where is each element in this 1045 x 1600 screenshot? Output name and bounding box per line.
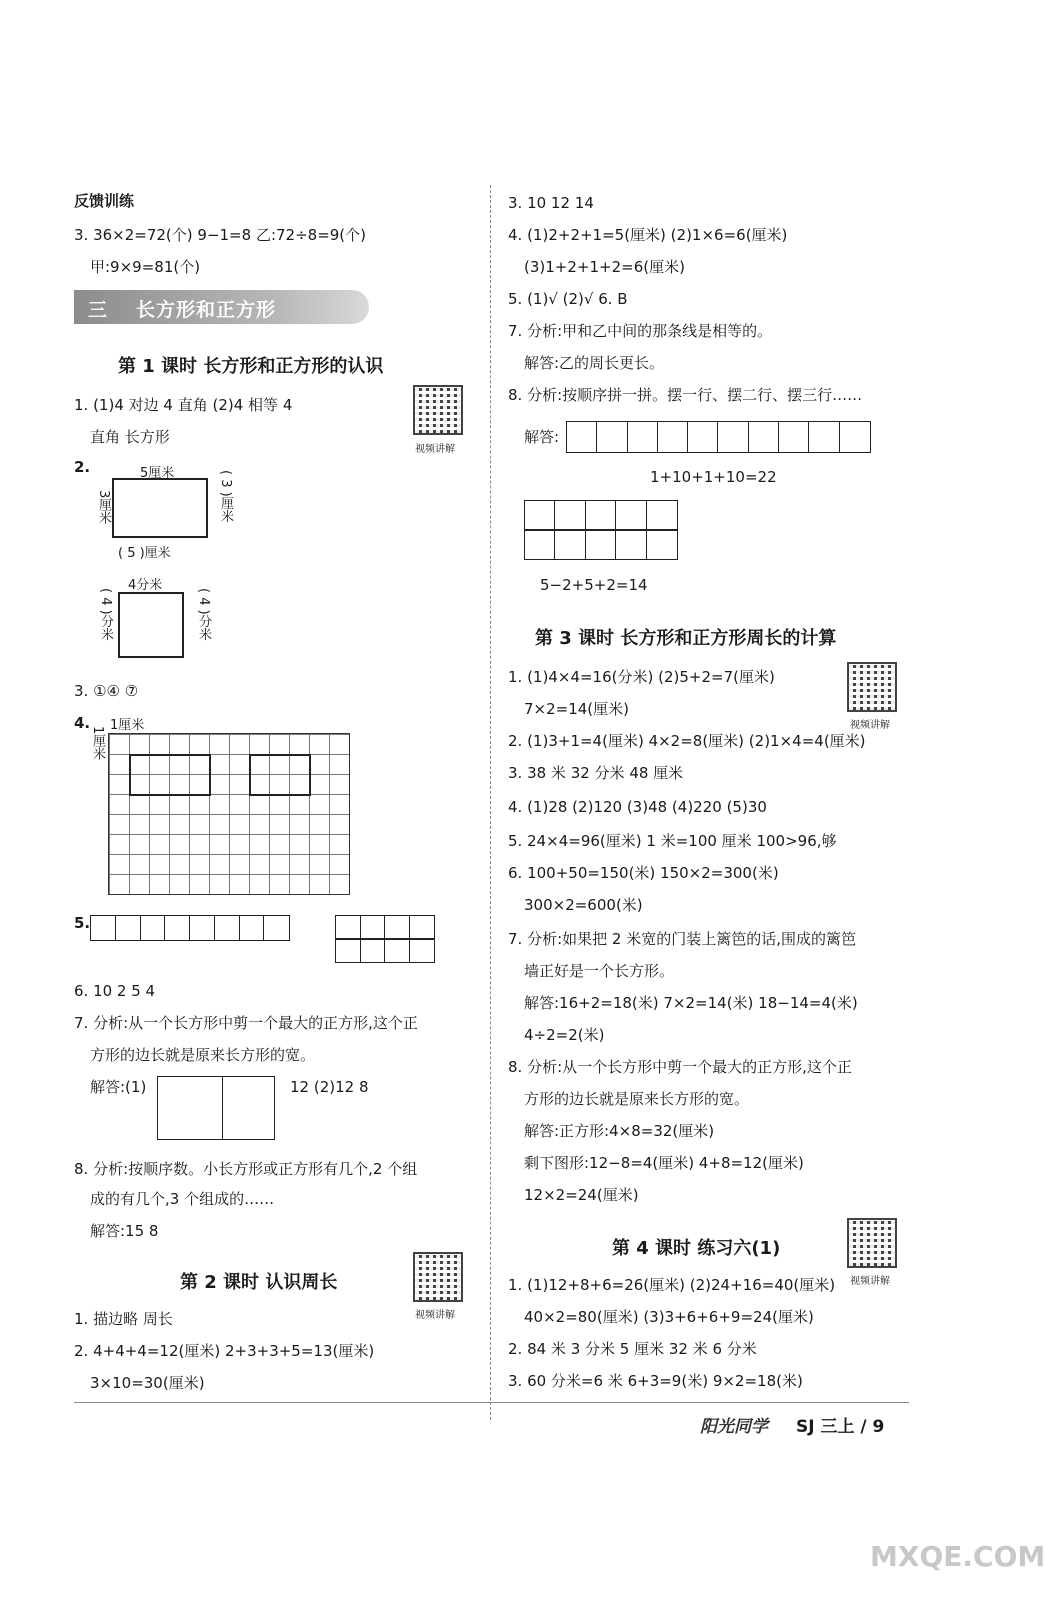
answer-line: 300×2=600(米) xyxy=(524,896,643,914)
grid-top-label: 1厘米 xyxy=(110,718,145,733)
answer-line: 5−2+5+2=14 xyxy=(540,576,648,594)
lesson-title: 第 1 课时 长方形和正方形的认识 xyxy=(118,356,384,377)
rect-bottom-label: ( 5 )厘米 xyxy=(118,546,171,561)
answer-line: 解答:乙的周长更长。 xyxy=(524,354,665,372)
answer-line: 5. 24×4=96(厘米) 1 米=100 厘米 100>96,够 xyxy=(508,832,837,850)
answer-line: 3. 10 12 14 xyxy=(508,194,594,212)
answer-line: 4. (1)28 (2)120 (3)48 (4)220 (5)30 xyxy=(508,798,767,816)
question-number: 4. xyxy=(74,714,91,732)
answer-line: 4÷2=2(米) xyxy=(524,1026,605,1044)
answer-line: 6. 100+50=150(米) 150×2=300(米) xyxy=(508,864,779,882)
answer-line: 3. 36×2=72(个) 9−1=8 乙:72÷8=9(个) xyxy=(74,226,367,244)
chapter-title: 长方形和正方形 xyxy=(136,299,277,321)
rect-top-label: 5厘米 xyxy=(140,466,175,481)
answer-line: 40×2=80(厘米) (3)3+6+6+9=24(厘米) xyxy=(524,1308,814,1326)
chapter-number: 三 xyxy=(88,299,109,321)
answer-line: 8. 分析:按顺序拼一拼。摆一行、摆二行、摆三行…… xyxy=(508,386,863,404)
answer-line: 甲:9×9=81(个) xyxy=(90,258,201,276)
answer-line: 3. 60 分米=6 米 6+3=9(米) 9×2=18(米) xyxy=(508,1372,803,1390)
question-number: 5. xyxy=(74,914,91,932)
cell-row-figure xyxy=(566,421,871,453)
answer-line: 解答:15 8 xyxy=(90,1222,159,1240)
square-left-label: ( 4 )分米 xyxy=(98,588,113,641)
qr-code-icon[interactable] xyxy=(413,385,463,435)
answer-line: (3)1+2+1+2=6(厘米) xyxy=(524,258,685,276)
answer-line: 成的有几个,3 个组成的…… xyxy=(90,1190,275,1208)
answer-line: 解答:(1) xyxy=(90,1078,147,1096)
answer-line: 6. 10 2 5 4 xyxy=(74,982,156,1000)
answer-line: 1. (1)4 对边 4 直角 (2)4 相等 4 xyxy=(74,396,293,414)
answer-line: 1+10+1+10=22 xyxy=(650,468,777,486)
qr-label: 视频讲解 xyxy=(415,444,455,455)
lesson-title: 第 4 课时 练习六(1) xyxy=(612,1238,781,1259)
cell-grid-row xyxy=(335,938,435,963)
answer-line: 方形的边长就是原来长方形的宽。 xyxy=(90,1046,316,1064)
answer-line: 2. (1)3+1=4(厘米) 4×2=8(厘米) (2)1×4=4(厘米) xyxy=(508,732,866,750)
answer-line: 7×2=14(厘米) xyxy=(524,700,630,718)
answer-line: 直角 长方形 xyxy=(90,428,170,446)
feedback-title: 反馈训练 xyxy=(74,192,135,210)
qr-label: 视频讲解 xyxy=(415,1310,455,1321)
chapter-banner xyxy=(74,290,369,324)
square-right-label: ( 4 )分米 xyxy=(196,588,211,641)
answer-line: 1. 描边略 周长 xyxy=(74,1310,173,1328)
square-top-label: 4分米 xyxy=(128,578,163,593)
answer-line: 7. 分析:从一个长方形中剪一个最大的正方形,这个正 xyxy=(74,1014,418,1032)
answer-line: 12×2=24(厘米) xyxy=(524,1186,639,1204)
watermark: MXQE.COM xyxy=(870,1540,1045,1573)
qr-code-icon[interactable] xyxy=(413,1252,463,1302)
answer-line: 1. (1)4×4=16(分米) (2)5+2=7(厘米) xyxy=(508,668,775,686)
grid-left-label: 1厘米 xyxy=(90,726,105,761)
rectangle-figure xyxy=(112,478,208,538)
answer-line: 2. 84 米 3 分米 5 厘米 32 米 6 分米 xyxy=(508,1340,757,1358)
column-divider xyxy=(490,185,491,1420)
answer-line: 12 (2)12 8 xyxy=(290,1078,369,1096)
answer-line: 解答:正方形:4×8=32(厘米) xyxy=(524,1122,715,1140)
answer-line: 1. (1)12+8+6=26(厘米) (2)24+16=40(厘米) xyxy=(508,1276,836,1294)
page-number: SJ 三上 / 9 xyxy=(796,1417,885,1437)
rect-left-label: 3厘米 xyxy=(96,490,111,525)
answer-line: 方形的边长就是原来长方形的宽。 xyxy=(524,1090,750,1108)
qr-code-icon[interactable] xyxy=(847,662,897,712)
cut-line xyxy=(222,1076,223,1140)
cell-row-figure xyxy=(90,915,290,941)
answer-line: 4. (1)2+2+1=5(厘米) (2)1×6=6(厘米) xyxy=(508,226,788,244)
footer-divider xyxy=(74,1402,909,1403)
answer-line: 8. 分析:按顺序数。小长方形或正方形有几个,2 个组 xyxy=(74,1160,418,1178)
brand-logo: 阳光同学 xyxy=(700,1417,768,1437)
grid-square xyxy=(249,754,311,796)
answer-line: 3. ①④ ⑦ xyxy=(74,682,139,700)
answer-line: 3. 38 米 32 分米 48 厘米 xyxy=(508,764,684,782)
answer-line: 8. 分析:从一个长方形中剪一个最大的正方形,这个正 xyxy=(508,1058,852,1076)
lesson-title: 第 2 课时 认识周长 xyxy=(180,1272,338,1293)
answer-line: 剩下图形:12−8=4(厘米) 4+8=12(厘米) xyxy=(524,1154,804,1172)
cell-grid-row xyxy=(524,529,678,560)
answer-line: 5. (1)√ (2)√ 6. B xyxy=(508,290,628,308)
answer-line: 墙正好是一个长方形。 xyxy=(524,962,675,980)
qr-label: 视频讲解 xyxy=(850,1276,890,1287)
lesson-title: 第 3 课时 长方形和正方形周长的计算 xyxy=(535,628,837,649)
cut-rectangle-figure xyxy=(157,1076,275,1140)
grid-rectangle xyxy=(129,754,211,796)
rect-right-label: ( 3 )厘米 xyxy=(218,470,233,523)
cell-grid-row xyxy=(335,915,435,940)
square-figure xyxy=(118,592,184,658)
answer-line: 2. 4+4+4=12(厘米) 2+3+3+5=13(厘米) xyxy=(74,1342,375,1360)
answer-line: 解答:16+2=18(米) 7×2=14(米) 18−14=4(米) xyxy=(524,994,858,1012)
cell-grid-row xyxy=(524,500,678,531)
answer-line: 解答: xyxy=(524,428,560,446)
answer-line: 3×10=30(厘米) xyxy=(90,1374,205,1392)
answer-line: 7. 分析:如果把 2 米宽的门装上篱笆的话,围成的篱笆 xyxy=(508,930,856,948)
answer-line: 7. 分析:甲和乙中间的那条线是相等的。 xyxy=(508,322,773,340)
question-number: 2. xyxy=(74,458,91,476)
qr-label: 视频讲解 xyxy=(850,720,890,731)
qr-code-icon[interactable] xyxy=(847,1218,897,1268)
